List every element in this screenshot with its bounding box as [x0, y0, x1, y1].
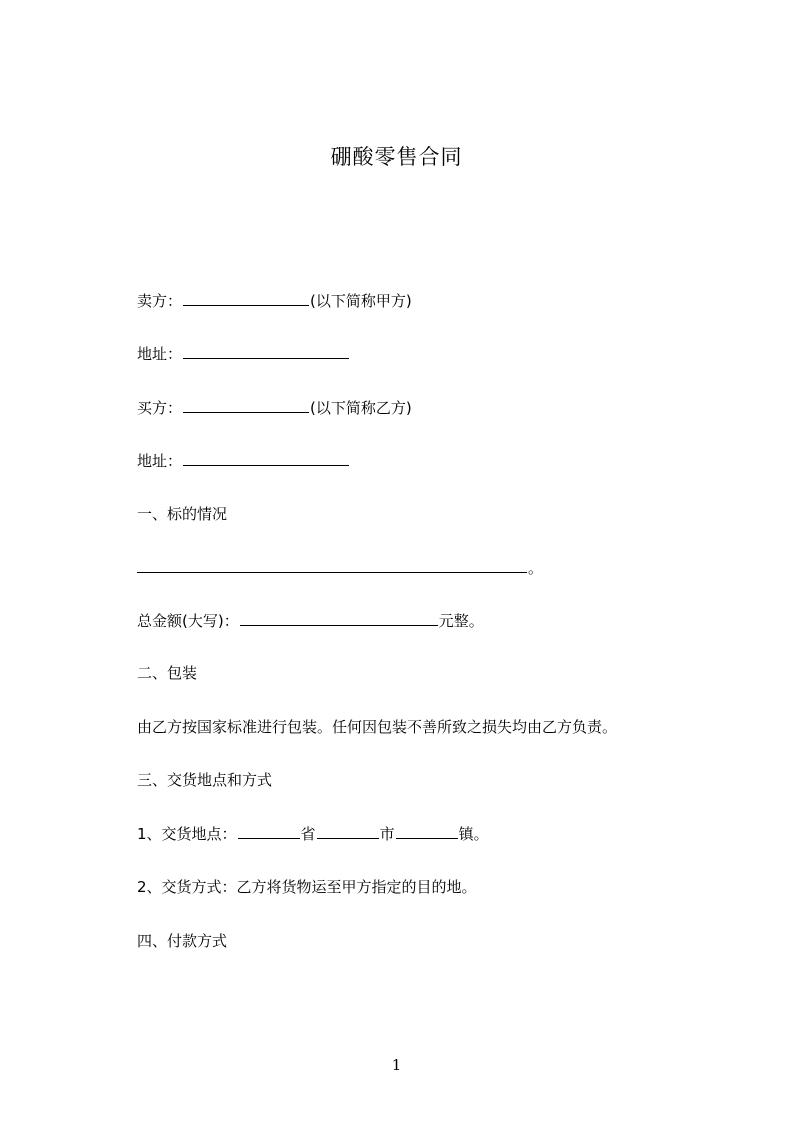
total-amount-blank[interactable] — [240, 610, 438, 626]
buyer-address-label: 地址： — [137, 452, 183, 470]
buyer-line — [137, 397, 412, 419]
subject-line — [137, 557, 543, 579]
subject-end: 。 — [528, 559, 544, 577]
seller-suffix: (以下简称甲方) — [310, 292, 412, 310]
town-label: 镇。 — [458, 825, 489, 843]
delivery-method-line: 2、交货方式：乙方将货物运至甲方指定的目的地。 — [137, 878, 477, 896]
total-amount-label: 总金额(大写)： — [137, 612, 239, 630]
seller-address-line — [137, 343, 350, 365]
total-amount-suffix: 元整。 — [438, 612, 484, 630]
buyer-label: 买方： — [137, 399, 183, 417]
delivery-place-line — [137, 823, 489, 845]
seller-label: 卖方： — [137, 292, 183, 310]
section3-heading: 三、交货地点和方式 — [137, 771, 273, 789]
province-blank[interactable] — [238, 823, 300, 839]
city-blank[interactable] — [317, 823, 379, 839]
section2-text: 由乙方按国家标准进行包装。任何因包装不善所致之损失均由乙方负责。 — [137, 718, 618, 736]
buyer-address-line — [137, 450, 350, 472]
town-blank[interactable] — [396, 823, 458, 839]
section4-heading: 四、付款方式 — [137, 932, 228, 950]
seller-address-label: 地址： — [137, 345, 183, 363]
subject-blank[interactable] — [137, 557, 527, 573]
buyer-suffix: (以下简称乙方) — [310, 399, 412, 417]
city-label: 市 — [379, 825, 395, 843]
buyer-name-blank[interactable] — [183, 397, 309, 413]
section1-heading: 一、标的情况 — [137, 505, 228, 523]
buyer-address-blank[interactable] — [183, 450, 349, 466]
province-label: 省 — [300, 825, 316, 843]
delivery-place-label: 1、交货地点： — [137, 825, 237, 843]
seller-name-blank[interactable] — [183, 290, 309, 306]
page-number: 1 — [391, 1056, 402, 1074]
seller-address-blank[interactable] — [183, 343, 349, 359]
page-title: 硼酸零售合同 — [330, 145, 463, 169]
total-amount-line — [137, 610, 484, 632]
section2-heading: 二、包装 — [137, 664, 198, 682]
seller-line — [137, 290, 412, 312]
